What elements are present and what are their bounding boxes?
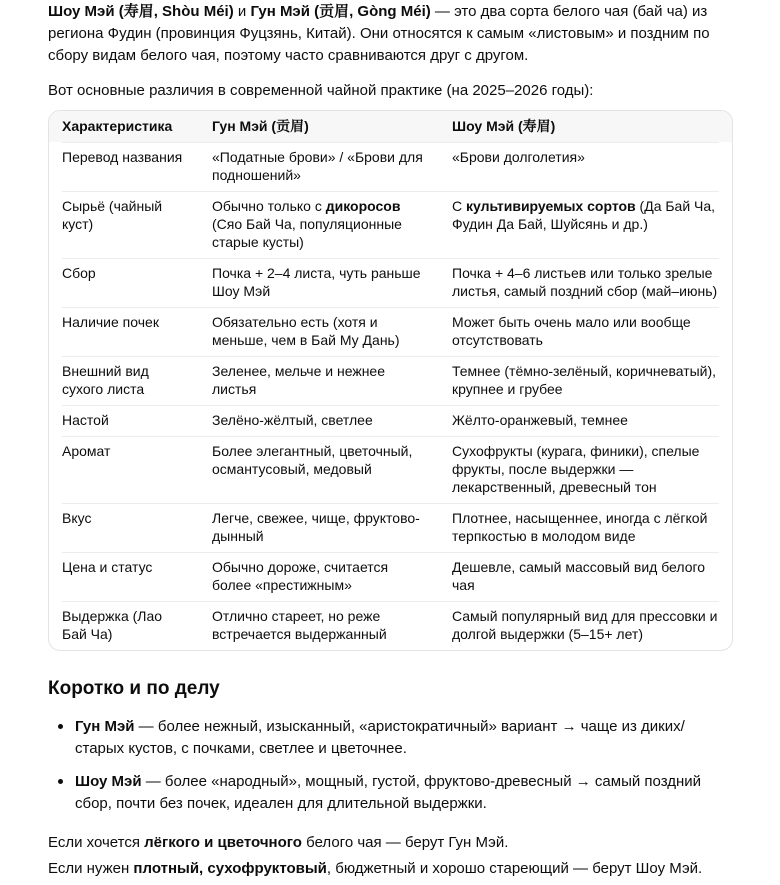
outro-paragraphs <box>48 832 733 880</box>
table-cell-shou-mei: Дешевле, самый массовый вид белого чая <box>452 559 706 593</box>
table-cell-characteristic: Настой <box>62 412 109 428</box>
outro-line: Если нужен плотный, сухофруктовый, бюджетный и хорошо стареющий — берут Шоу Мэй. <box>48 860 703 877</box>
table-cell-characteristic: Аромат <box>62 443 111 459</box>
table-cell-characteristic: Сбор <box>62 265 96 281</box>
table-cell-gong-mei: Обычно дороже, считается более «престижным» <box>212 559 389 593</box>
table-header-gong-mei: Гун Мэй (贡眉) <box>212 118 309 134</box>
table-body <box>49 142 732 650</box>
intro-paragraph: Шоу Мэй (寿眉, Shòu Méi) и Гун Мэй (贡眉, Gòng Méi) — это два сорта белого чая (бай ча) из региона Фудин (провинция Фуцзянь, Китай). Они относятся к самым «листовым» и поздним по сбору видам белого чая, поэтому часто сравниваются друг с другом. <box>48 3 710 64</box>
summary-heading: Коротко и по делу <box>48 678 220 699</box>
table-cell-gong-mei: Более элегантный, цветочный, османтусовый, медовый <box>212 443 413 477</box>
table-row <box>49 601 732 650</box>
table-header-row <box>49 111 732 142</box>
table-cell-characteristic: Вкус <box>62 510 92 526</box>
table-cell-gong-mei: «Податные брови» / «Брови для подношений» <box>212 149 423 183</box>
table-header-shou-mei: Шоу Мэй (寿眉) <box>452 118 556 134</box>
table-cell-characteristic: Выдержка (Лао Бай Ча) <box>62 608 163 642</box>
table-cell-shou-mei: Жёлто-оранжевый, темнее <box>452 412 628 428</box>
tea-comparison-table <box>48 110 733 651</box>
table-cell-gong-mei: Почка + 2–4 листа, чуть раньше Шоу Мэй <box>212 265 421 299</box>
table-cell-gong-mei: Обязательно есть (хотя и меньше, чем в Бай Му Дань) <box>212 314 400 348</box>
table-cell-shou-mei: Может быть очень мало или вообще отсутствовать <box>452 314 691 348</box>
table-row <box>49 191 732 258</box>
table-cell-characteristic: Наличие почек <box>62 314 159 330</box>
summary-bullet-list <box>48 716 733 815</box>
table-cell-shou-mei: Самый популярный вид для прессовки и долгой выдержки (5–15+ лет) <box>452 608 718 642</box>
table-row <box>49 307 732 356</box>
table-row <box>49 552 732 601</box>
table-cell-shou-mei: Темнее (тёмно-зелёный, коричневатый), крупнее и грубее <box>452 363 717 397</box>
table-row <box>49 503 732 552</box>
table-cell-gong-mei: Легче, свежее, чище, фруктово-дынный <box>212 510 420 544</box>
table-cell-shou-mei: Сухофрукты (курага, финики), спелые фрукты, после выдержки — лекарственный, древесный тон <box>452 443 700 495</box>
table-header-characteristic: Характеристика <box>62 118 173 134</box>
table-cell-characteristic: Цена и статус <box>62 559 153 575</box>
table-cell-gong-mei: Отлично стареет, но реже встречается выдержанный <box>212 608 387 642</box>
table-lead-text: Вот основные различия в современной чайной практике (на 2025–2026 годы): <box>48 82 594 99</box>
table-row <box>49 142 732 191</box>
table-cell-gong-mei: Зеленее, мельче и нежнее листья <box>212 363 385 397</box>
table-cell-shou-mei: Плотнее, насыщеннее, иногда с лёгкой терпкостью в молодом виде <box>452 510 708 544</box>
table-row <box>49 436 732 503</box>
table-row <box>49 356 732 405</box>
table-cell-characteristic: Сырьё (чайный куст) <box>62 198 163 232</box>
outro-line: Если хочется лёгкого и цветочного белого чая — берут Гун Мэй. <box>48 834 509 851</box>
table-cell-shou-mei: С культивируемых сортов (Да Бай Ча, Фудин Да Бай, Шуйсянь и др.) <box>452 198 716 232</box>
table-cell-gong-mei: Обычно только с дикоросов (Сяо Бай Ча, популяционные старые кусты) <box>212 198 402 250</box>
table-cell-shou-mei: «Брови долголетия» <box>452 149 585 165</box>
table-cell-characteristic: Внешний вид сухого листа <box>62 363 149 397</box>
table-cell-shou-mei: Почка + 4–6 листьев или только зрелые листья, самый поздний сбор (май–июнь) <box>452 265 718 299</box>
table-row <box>49 405 732 436</box>
table-row <box>49 258 732 307</box>
table-cell-characteristic: Перевод названия <box>62 149 183 165</box>
table-cell-gong-mei: Зелёно-жёлтый, светлее <box>212 412 373 428</box>
summary-bullet-item: Гун Мэй — более нежный, изысканный, «аристократичный» вариант → чаще из диких/старых кустов, с почками, светлее и цветочнее. <box>48 716 733 760</box>
summary-bullet-item: Шоу Мэй — более «народный», мощный, густой, фруктово-древесный → самый поздний сбор, почти без почек, идеален для длительной выдержки. <box>48 771 733 815</box>
